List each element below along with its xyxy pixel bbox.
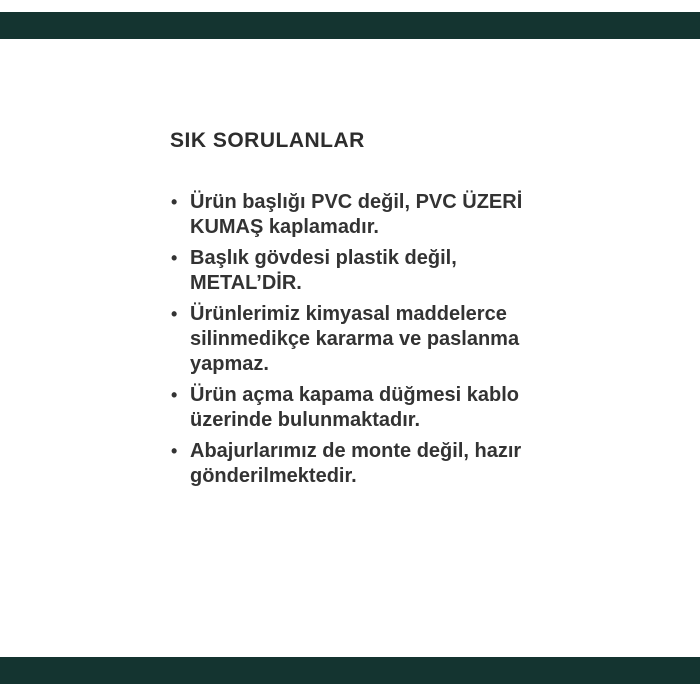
list-item-text: Başlık gövdesi plastik değil, METAL’DİR.	[190, 247, 457, 294]
bullet-icon: •	[171, 192, 178, 212]
faq-section	[168, 129, 588, 495]
list-item	[168, 246, 588, 296]
list-item-text: Abajurlarımız de monte değil, hazır gönderilmektedir.	[190, 440, 522, 487]
list-item-text: Ürünlerimiz kimyasal maddelerce silinmedikçe kararma ve paslanma yapmaz.	[190, 303, 520, 375]
list-item	[168, 190, 588, 240]
faq-list	[168, 190, 588, 489]
bullet-icon: •	[171, 441, 178, 461]
page-title: SIK SORULANLAR	[170, 129, 365, 152]
list-item	[168, 439, 588, 489]
list-item-text: Ürün başlığı PVC değil, PVC ÜZERİ KUMAŞ kaplamadır.	[190, 191, 523, 238]
top-banner-bar	[0, 12, 700, 39]
bottom-banner-bar	[0, 657, 700, 684]
bullet-icon: •	[171, 304, 178, 324]
bullet-icon: •	[171, 385, 178, 405]
list-item	[168, 383, 588, 433]
bullet-icon: •	[171, 248, 178, 268]
list-item-text: Ürün açma kapama düğmesi kablo üzerinde bulunmaktadır.	[190, 384, 520, 431]
list-item	[168, 302, 588, 377]
